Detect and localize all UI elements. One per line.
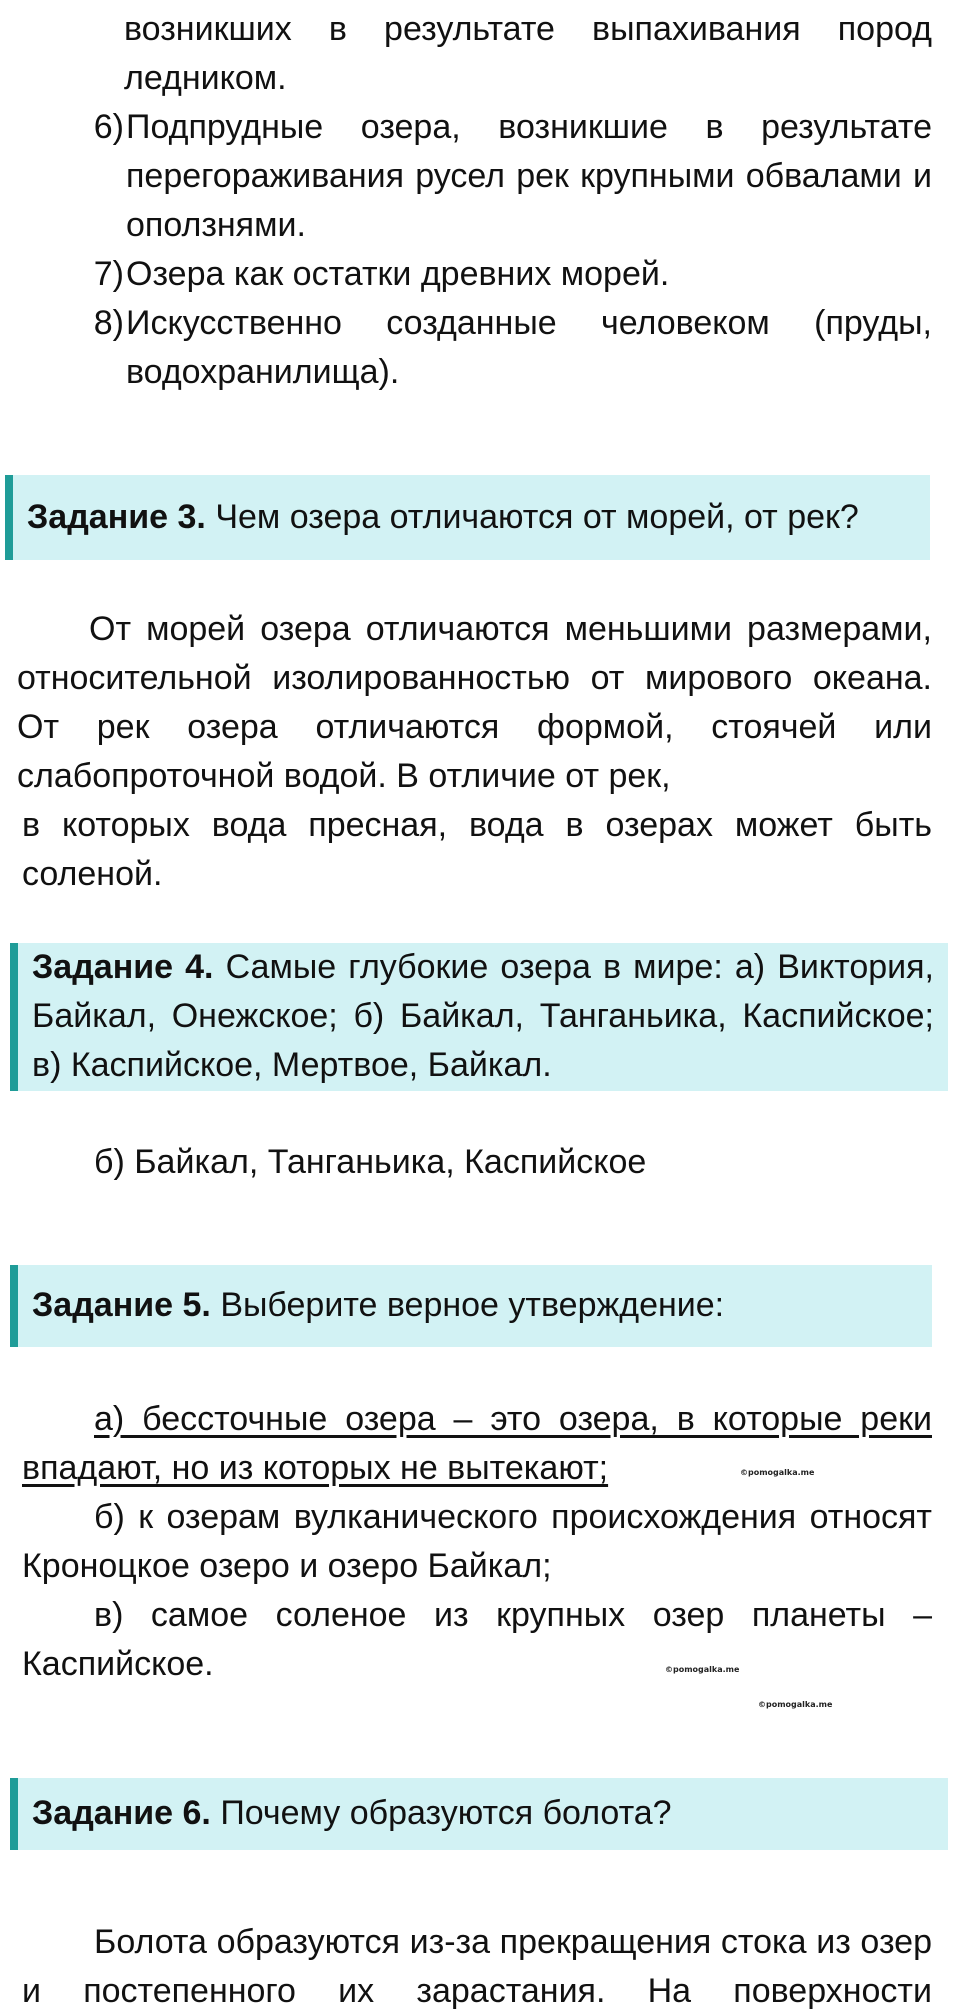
option-c: в) самое соленое из крупных озер планеты – Каспийское. (22, 1596, 932, 1683)
lake-types-list (80, 5, 932, 397)
task-4-label: Задание 4. (32, 948, 214, 986)
task-4-header (10, 943, 948, 1091)
option-b: б) к озерам вулканического происхождения относят Кроноцкое озеро и озеро Байкал; (22, 1498, 932, 1585)
list-item-number: 6) (93, 108, 124, 146)
watermark: ©pomogalka.me (665, 1665, 740, 1674)
task-3-answer (17, 605, 932, 801)
list-item-text: Озера как остатки древних морей. (126, 255, 670, 293)
task-5-options (22, 1395, 932, 1689)
task-3-question: Чем озера отличаются от морей, от рек? (215, 498, 859, 536)
list-item-number: 8) (93, 304, 124, 342)
task-6-label: Задание 6. (32, 1794, 211, 1832)
list-item-number: 7) (93, 255, 124, 293)
list-item-text: Искусственно созданные человеком (пруды, водохранилища). (126, 304, 932, 391)
task-5-label: Задание 5. (32, 1286, 211, 1324)
task-5-header (10, 1265, 932, 1347)
task-6-answer: Болота образуются из-за прекращения стока из озер и постепенного их зарастания. На поверхности (22, 1923, 932, 2010)
list-item-continuation-end: ледником. (124, 59, 287, 97)
task-6-header (10, 1778, 948, 1850)
task-4-question: Самые глубокие озера в мире: а) Виктория, Байкал, Онежское; б) Байкал, Танганьика, Каспийское; в) Каспийское, Мертвое, Байкал. (32, 948, 935, 1084)
watermark: ©pomogalka.me (740, 1468, 815, 1477)
option-a-text: а) бессточные озера – это озера, в которые реки впадают, но из которых не вытекают; (22, 1400, 932, 1487)
task-3-label: Задание 3. (27, 498, 206, 536)
task-5-question: Выберите верное утверждение: (220, 1286, 725, 1324)
option-a (22, 1395, 932, 1493)
task-4-answer: б) Байкал, Танганьика, Каспийское (94, 1143, 647, 1181)
list-item (80, 103, 932, 250)
list-item-text: Подпрудные озера, возникшие в результате перегораживания русел рек крупными обвалами и оползнями. (126, 108, 932, 244)
watermark: ©pomogalka.me (758, 1700, 833, 1709)
list-item-continuation: возникших в результате выпахивания пород (124, 10, 932, 48)
task-3-answer-paragraph: От морей озера отличаются меньшими размерами, относительной изолированностью от мирового океана. От рек озера отличаются формой, стоячей или слабопроточной водой. В отличие от рек, (17, 610, 932, 795)
list-item (80, 250, 932, 299)
list-item (80, 299, 932, 397)
task-3-answer-paragraph-end: в которых вода пресная, вода в озерах может быть соленой. (22, 806, 932, 893)
task-3-header (5, 475, 930, 560)
task-3-answer-continued (22, 801, 932, 899)
task-6-question: Почему образуются болота? (220, 1794, 672, 1832)
